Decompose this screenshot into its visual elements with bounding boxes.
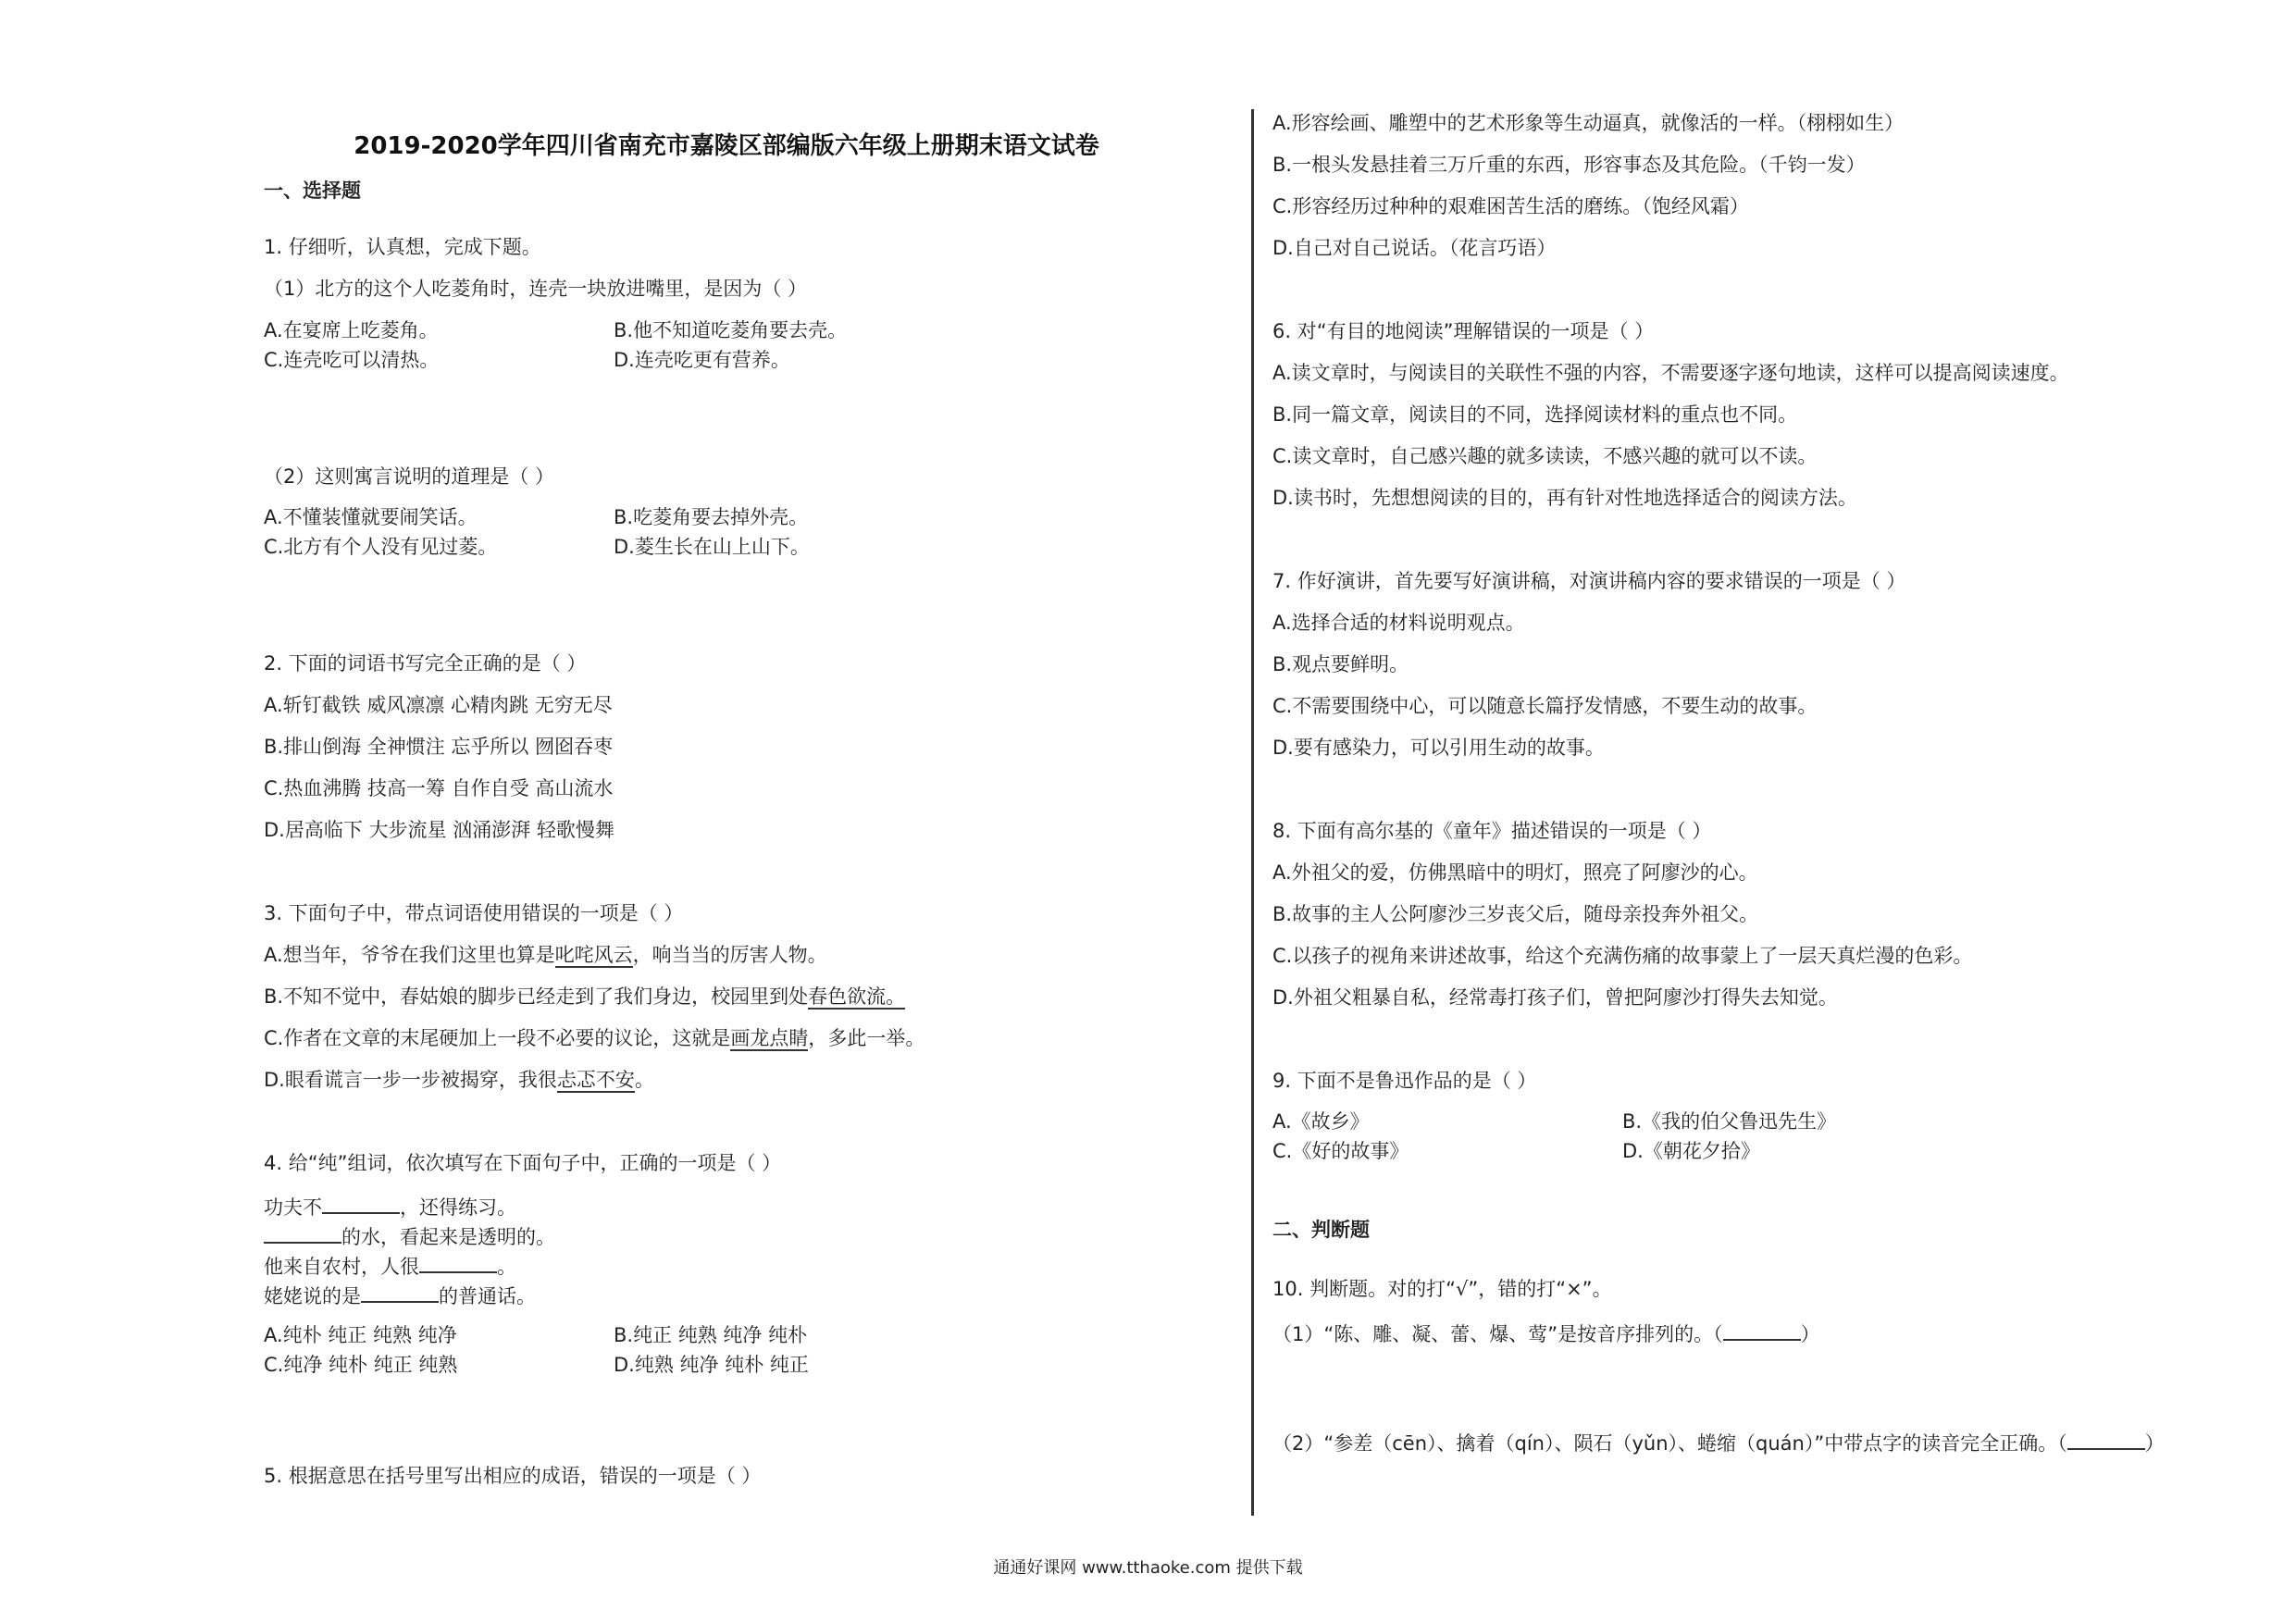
q9-option-d: D.《朝花夕拾》 [1622, 1140, 1760, 1162]
q6-option-d: D.读书时，先想想阅读的目的，再有针对性地选择适合的阅读方法。 [1272, 487, 1857, 509]
q10-sub2-blank [2067, 1430, 2145, 1450]
q6-option-c: C.读文章时，自己感兴趣的就多读读，不感兴趣的就可以不读。 [1272, 445, 1818, 467]
q8-stem: 8. 下面有高尔基的《童年》描述错误的一项是（ ） [1272, 820, 1712, 842]
q4-s4-text: 姥姥说的是 [264, 1285, 361, 1307]
q1-sub1-option-d: D.连壳吃更有营养。 [614, 349, 790, 371]
q6-option-b: B.同一篇文章，阅读目的不同，选择阅读材料的重点也不同。 [1272, 403, 1798, 426]
q10-stem: 10. 判断题。对的打“√”，错的打“×”。 [1272, 1278, 1612, 1300]
q4-s3-blank [419, 1253, 497, 1273]
q8-option-a: A.外祖父的爱，仿佛黑暗中的明灯，照亮了阿廖沙的心。 [1272, 861, 1758, 884]
q10-sub1 [1272, 1320, 1820, 1345]
q2-stem: 2. 下面的词语书写完全正确的是（ ） [264, 652, 587, 675]
q4-option-b: B.纯正 纯熟 纯净 纯朴 [614, 1324, 808, 1346]
q4-sentence-4 [264, 1282, 536, 1307]
q9-option-b: B.《我的伯父鲁迅先生》 [1622, 1110, 1837, 1133]
q1-sub2-option-c: C.北方有个人没有见过菱。 [264, 536, 498, 558]
q4-sentence-1 [264, 1194, 516, 1219]
q1-sub2-option-d: D.菱生长在山上山下。 [614, 536, 810, 558]
q3-a-text: A.想当年，爷爷在我们这里也算是 [264, 944, 555, 966]
q2-option-d: D.居高临下 大步流星 汹涌澎湃 轻歌慢舞 [264, 819, 614, 841]
q4-s2-tail: 的水，看起来是透明的。 [341, 1226, 555, 1248]
q4-s3-tail: 。 [497, 1256, 516, 1278]
page-title: 2019-2020学年四川省南充市嘉陵区部编版六年级上册期末语文试卷 [354, 132, 1099, 160]
q1-sub1: （1）北方的这个人吃菱角时，连壳一块放进嘴里，是因为（ ） [264, 278, 808, 300]
q4-s1-tail: ，还得练习。 [400, 1196, 516, 1219]
q7-option-a: A.选择合适的材料说明观点。 [1272, 612, 1525, 634]
q6-stem: 6. 对“有目的地阅读”理解错误的一项是（ ） [1272, 320, 1655, 342]
q1-sub1-option-c: C.连壳吃可以清热。 [264, 349, 440, 371]
q3-option-d [264, 1070, 654, 1093]
q6-option-a: A.读文章时，与阅读目的关联性不强的内容，不需要逐字逐句地读，这样可以提高阅读速度。 [1272, 362, 2069, 384]
q10-sub1-text: （1）“陈、雕、凝、蕾、爆、莺”是按音序排列的。（ [1272, 1323, 1723, 1345]
q3-b-dotted-word: 春色欲流。 [808, 986, 905, 1010]
q4-s4-blank [361, 1282, 439, 1303]
section-choice-heading: 一、选择题 [264, 180, 361, 202]
q10-sub2-tail: ） [2144, 1432, 2165, 1455]
q5-option-a: A.形容绘画、雕塑中的艺术形象等生动逼真，就像活的一样。（栩栩如生） [1272, 112, 1905, 134]
q8-option-b: B.故事的主人公阿廖沙三岁丧父后，随母亲投奔外祖父。 [1272, 903, 1759, 925]
q7-stem: 7. 作好演讲，首先要写好演讲稿，对演讲稿内容的要求错误的一项是（ ） [1272, 570, 1906, 592]
q4-sentence-2 [264, 1223, 555, 1248]
q2-option-c: C.热血沸腾 技高一筹 自作自受 高山流水 [264, 777, 614, 799]
q3-a-tail: ，响当当的厉害人物。 [632, 944, 827, 966]
q3-c-text: C.作者在文章的末尾硬加上一段不必要的议论，这就是 [264, 1027, 731, 1049]
q4-option-a: A.纯朴 纯正 纯熟 纯净 [264, 1324, 457, 1346]
q10-sub1-blank [1723, 1320, 1801, 1341]
q3-d-text: D.眼看谎言一步一步被揭穿，我很 [264, 1069, 557, 1091]
q10-sub2 [1272, 1430, 2165, 1455]
q9-option-c: C.《好的故事》 [1272, 1140, 1409, 1162]
q8-option-d: D.外祖父粗暴自私，经常毒打孩子们，曾把阿廖沙打得失去知觉。 [1272, 986, 1838, 1009]
q3-a-dotted-word: 叱咤风云 [555, 945, 633, 968]
q3-c-dotted-word: 画龙点睛 [730, 1028, 808, 1051]
q4-s4-tail: 的普通话。 [439, 1285, 536, 1307]
q4-option-d: D.纯熟 纯净 纯朴 纯正 [614, 1354, 809, 1376]
q5-option-d: D.自己对自己说话。（花言巧语） [1272, 237, 1557, 259]
q3-c-tail: ，多此一举。 [808, 1027, 925, 1049]
q1-sub2: （2）这则寓言说明的道理是（ ） [264, 465, 555, 488]
q4-stem: 4. 给“纯”组词，依次填写在下面句子中，正确的一项是（ ） [264, 1152, 782, 1174]
page-footer: 通通好课网 www.tthaoke.com 提供下载 [993, 1558, 1303, 1578]
q5-option-c: C.形容经历过种种的艰难困苦生活的磨练。（饱经风霜） [1272, 195, 1749, 217]
q4-option-c: C.纯净 纯朴 纯正 纯熟 [264, 1354, 458, 1376]
q7-option-d: D.要有感染力，可以引用生动的故事。 [1272, 737, 1605, 759]
q9-stem: 9. 下面不是鲁迅作品的是（ ） [1272, 1070, 1537, 1092]
q3-d-dotted-word: 忐忑不安 [557, 1070, 635, 1093]
q8-option-c: C.以孩子的视角来讲述故事，给这个充满伤痛的故事蒙上了一层天真烂漫的色彩。 [1272, 945, 1973, 967]
q5-stem: 5. 根据意思在括号里写出相应的成语，错误的一项是（ ） [264, 1465, 762, 1487]
q7-option-b: B.观点要鲜明。 [1272, 653, 1409, 675]
q3-option-c [264, 1028, 925, 1051]
q3-stem: 3. 下面句子中，带点词语使用错误的一项是（ ） [264, 902, 684, 924]
q4-s1-blank [322, 1194, 400, 1214]
q1-sub2-option-b: B.吃菱角要去掉外壳。 [614, 506, 809, 528]
q1-sub1-option-a: A.在宴席上吃菱角。 [264, 319, 439, 341]
q4-s3-text: 他来自农村，人很 [264, 1256, 419, 1278]
q3-option-a [264, 945, 827, 968]
q4-s2-blank [264, 1223, 341, 1244]
q3-option-b [264, 986, 905, 1010]
q1-sub1-option-b: B.他不知道吃菱角要去壳。 [614, 319, 848, 341]
q1-sub2-option-a: A.不懂装懂就要闹笑话。 [264, 506, 478, 528]
q10-sub2-text: （2）“参差（cēn）、擒着（qín）、陨石（yǔn）、蜷缩（quán）”中带点字的读音完全正确。（ [1272, 1432, 2067, 1455]
q4-s1-text: 功夫不 [264, 1196, 322, 1219]
q3-d-tail: 。 [634, 1069, 654, 1091]
q10-sub1-tail: ） [1800, 1323, 1820, 1345]
q9-option-a: A.《故乡》 [1272, 1110, 1370, 1133]
q7-option-c: C.不需要围绕中心，可以随意长篇抒发情感，不要生动的故事。 [1272, 695, 1818, 717]
q2-option-a: A.斩钉截铁 威风凛凛 心精肉跳 无穷无尽 [264, 694, 613, 716]
q1-stem: 1. 仔细听，认真想，完成下题。 [264, 236, 541, 258]
column-divider [1251, 109, 1254, 1516]
section-judgement-heading: 二、判断题 [1272, 1219, 1370, 1241]
q4-sentence-3 [264, 1253, 516, 1278]
q2-option-b: B.排山倒海 全神惯注 忘乎所以 囫囵吞枣 [264, 736, 614, 758]
q5-option-b: B.一根头发悬挂着三万斤重的东西，形容事态及其危险。（千钧一发） [1272, 154, 1866, 176]
q3-b-text: B.不知不觉中，春姑娘的脚步已经走到了我们身边，校园里到处 [264, 985, 809, 1008]
